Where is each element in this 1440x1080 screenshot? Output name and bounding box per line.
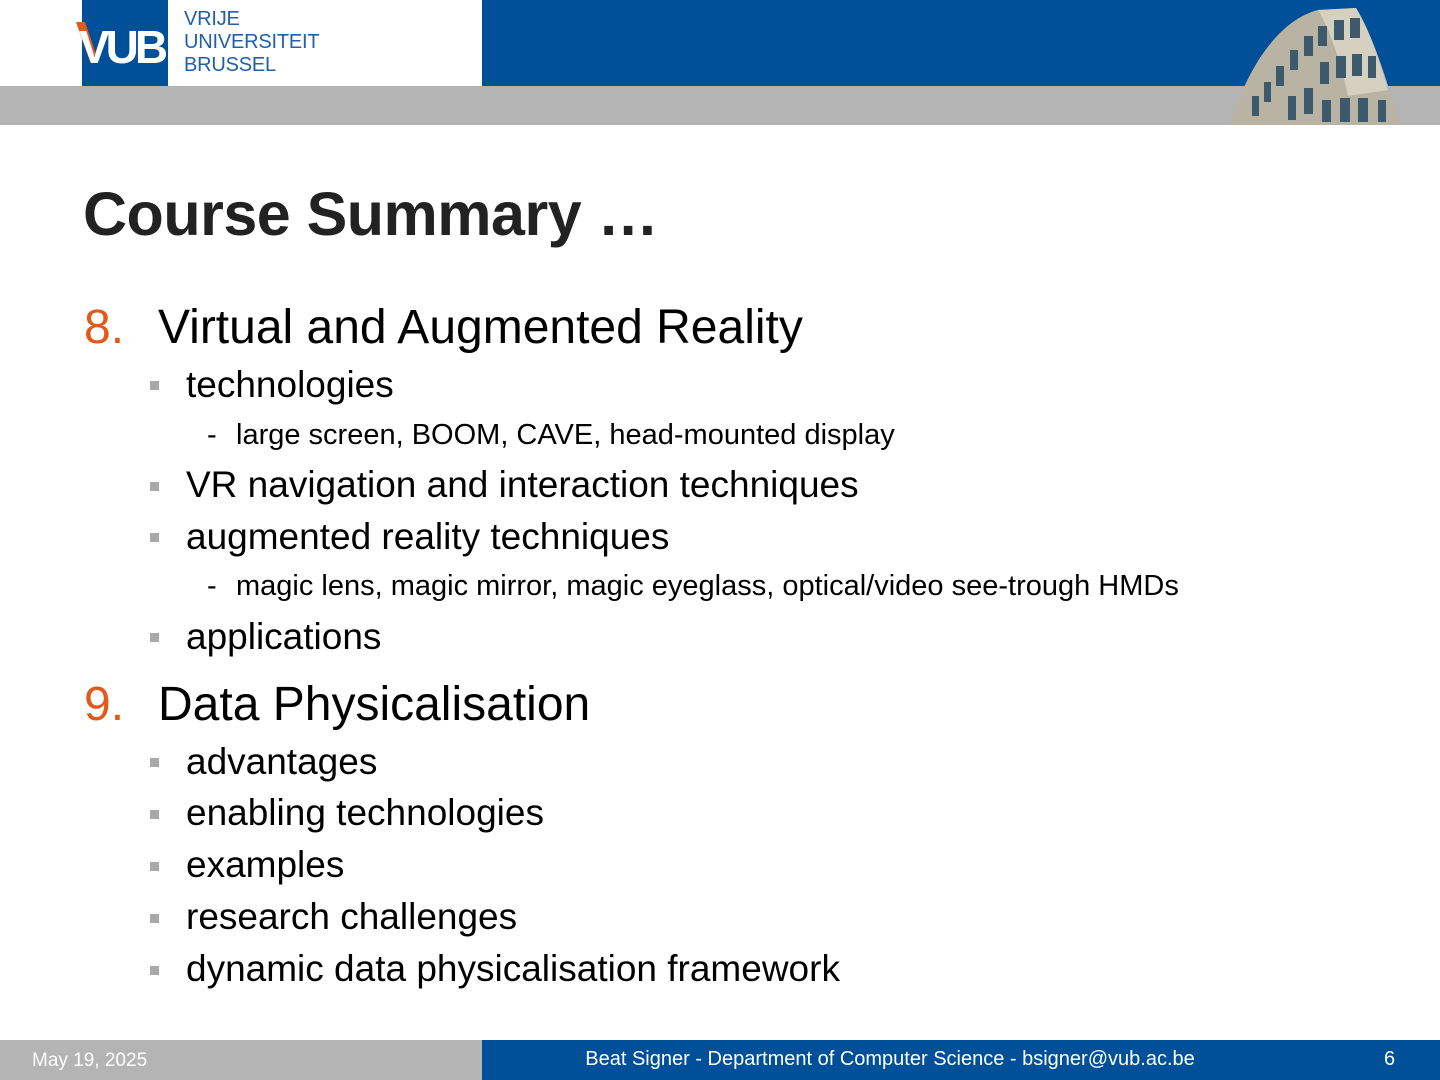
section-number: 8. [84,301,125,354]
list-item: dynamic data physicalisation framework [186,948,840,989]
list-item: examples [186,844,345,885]
footer-date: May 19, 2025 [32,1050,148,1071]
bullet-square-icon [150,914,159,923]
header-grey-band [0,86,1440,125]
logo-text-line-3: BRUSSEL [184,54,276,76]
bullet-square-icon [150,966,159,975]
logo-text-line-1: VRIJE [184,8,240,30]
bullet-square-icon [150,633,159,642]
slide-title: Course Summary … [83,180,659,248]
sub-bullet-dash: - [207,419,217,451]
bullet-square-icon [150,862,159,871]
logo-text-line-2: UNIVERSITEIT [184,31,320,53]
list-item: advantages [186,741,378,782]
list-item: enabling technologies [186,792,544,833]
footer-author: Beat Signer - Department of Computer Science - bsigner@vub.ac.be [585,1048,1195,1070]
list-item: VR navigation and interaction techniques [186,464,859,505]
bullet-square-icon [150,810,159,819]
sub-bullet-dash: - [207,570,217,602]
section-heading: Data Physicalisation [158,678,591,731]
page-number: 6 [1384,1048,1396,1070]
list-item: augmented reality techniques [186,516,670,557]
list-item: research challenges [186,896,518,937]
bullet-square-icon [150,758,159,767]
building-image [1228,0,1404,125]
section-heading: Virtual and Augmented Reality [158,301,803,354]
section-number: 9. [84,678,125,731]
logo-mark-text: VUB [79,21,165,73]
sub-list-item: large screen, BOOM, CAVE, head-mounted display [236,419,895,451]
list-item: technologies [186,364,394,405]
bullet-square-icon [150,381,159,390]
vub-logo-mark [76,14,176,74]
bullet-square-icon [150,533,159,542]
list-item: applications [186,616,382,657]
sub-list-item: magic lens, magic mirror, magic eyeglass, optical/video see-trough HMDs [236,570,1179,602]
bullet-square-icon [150,482,159,491]
